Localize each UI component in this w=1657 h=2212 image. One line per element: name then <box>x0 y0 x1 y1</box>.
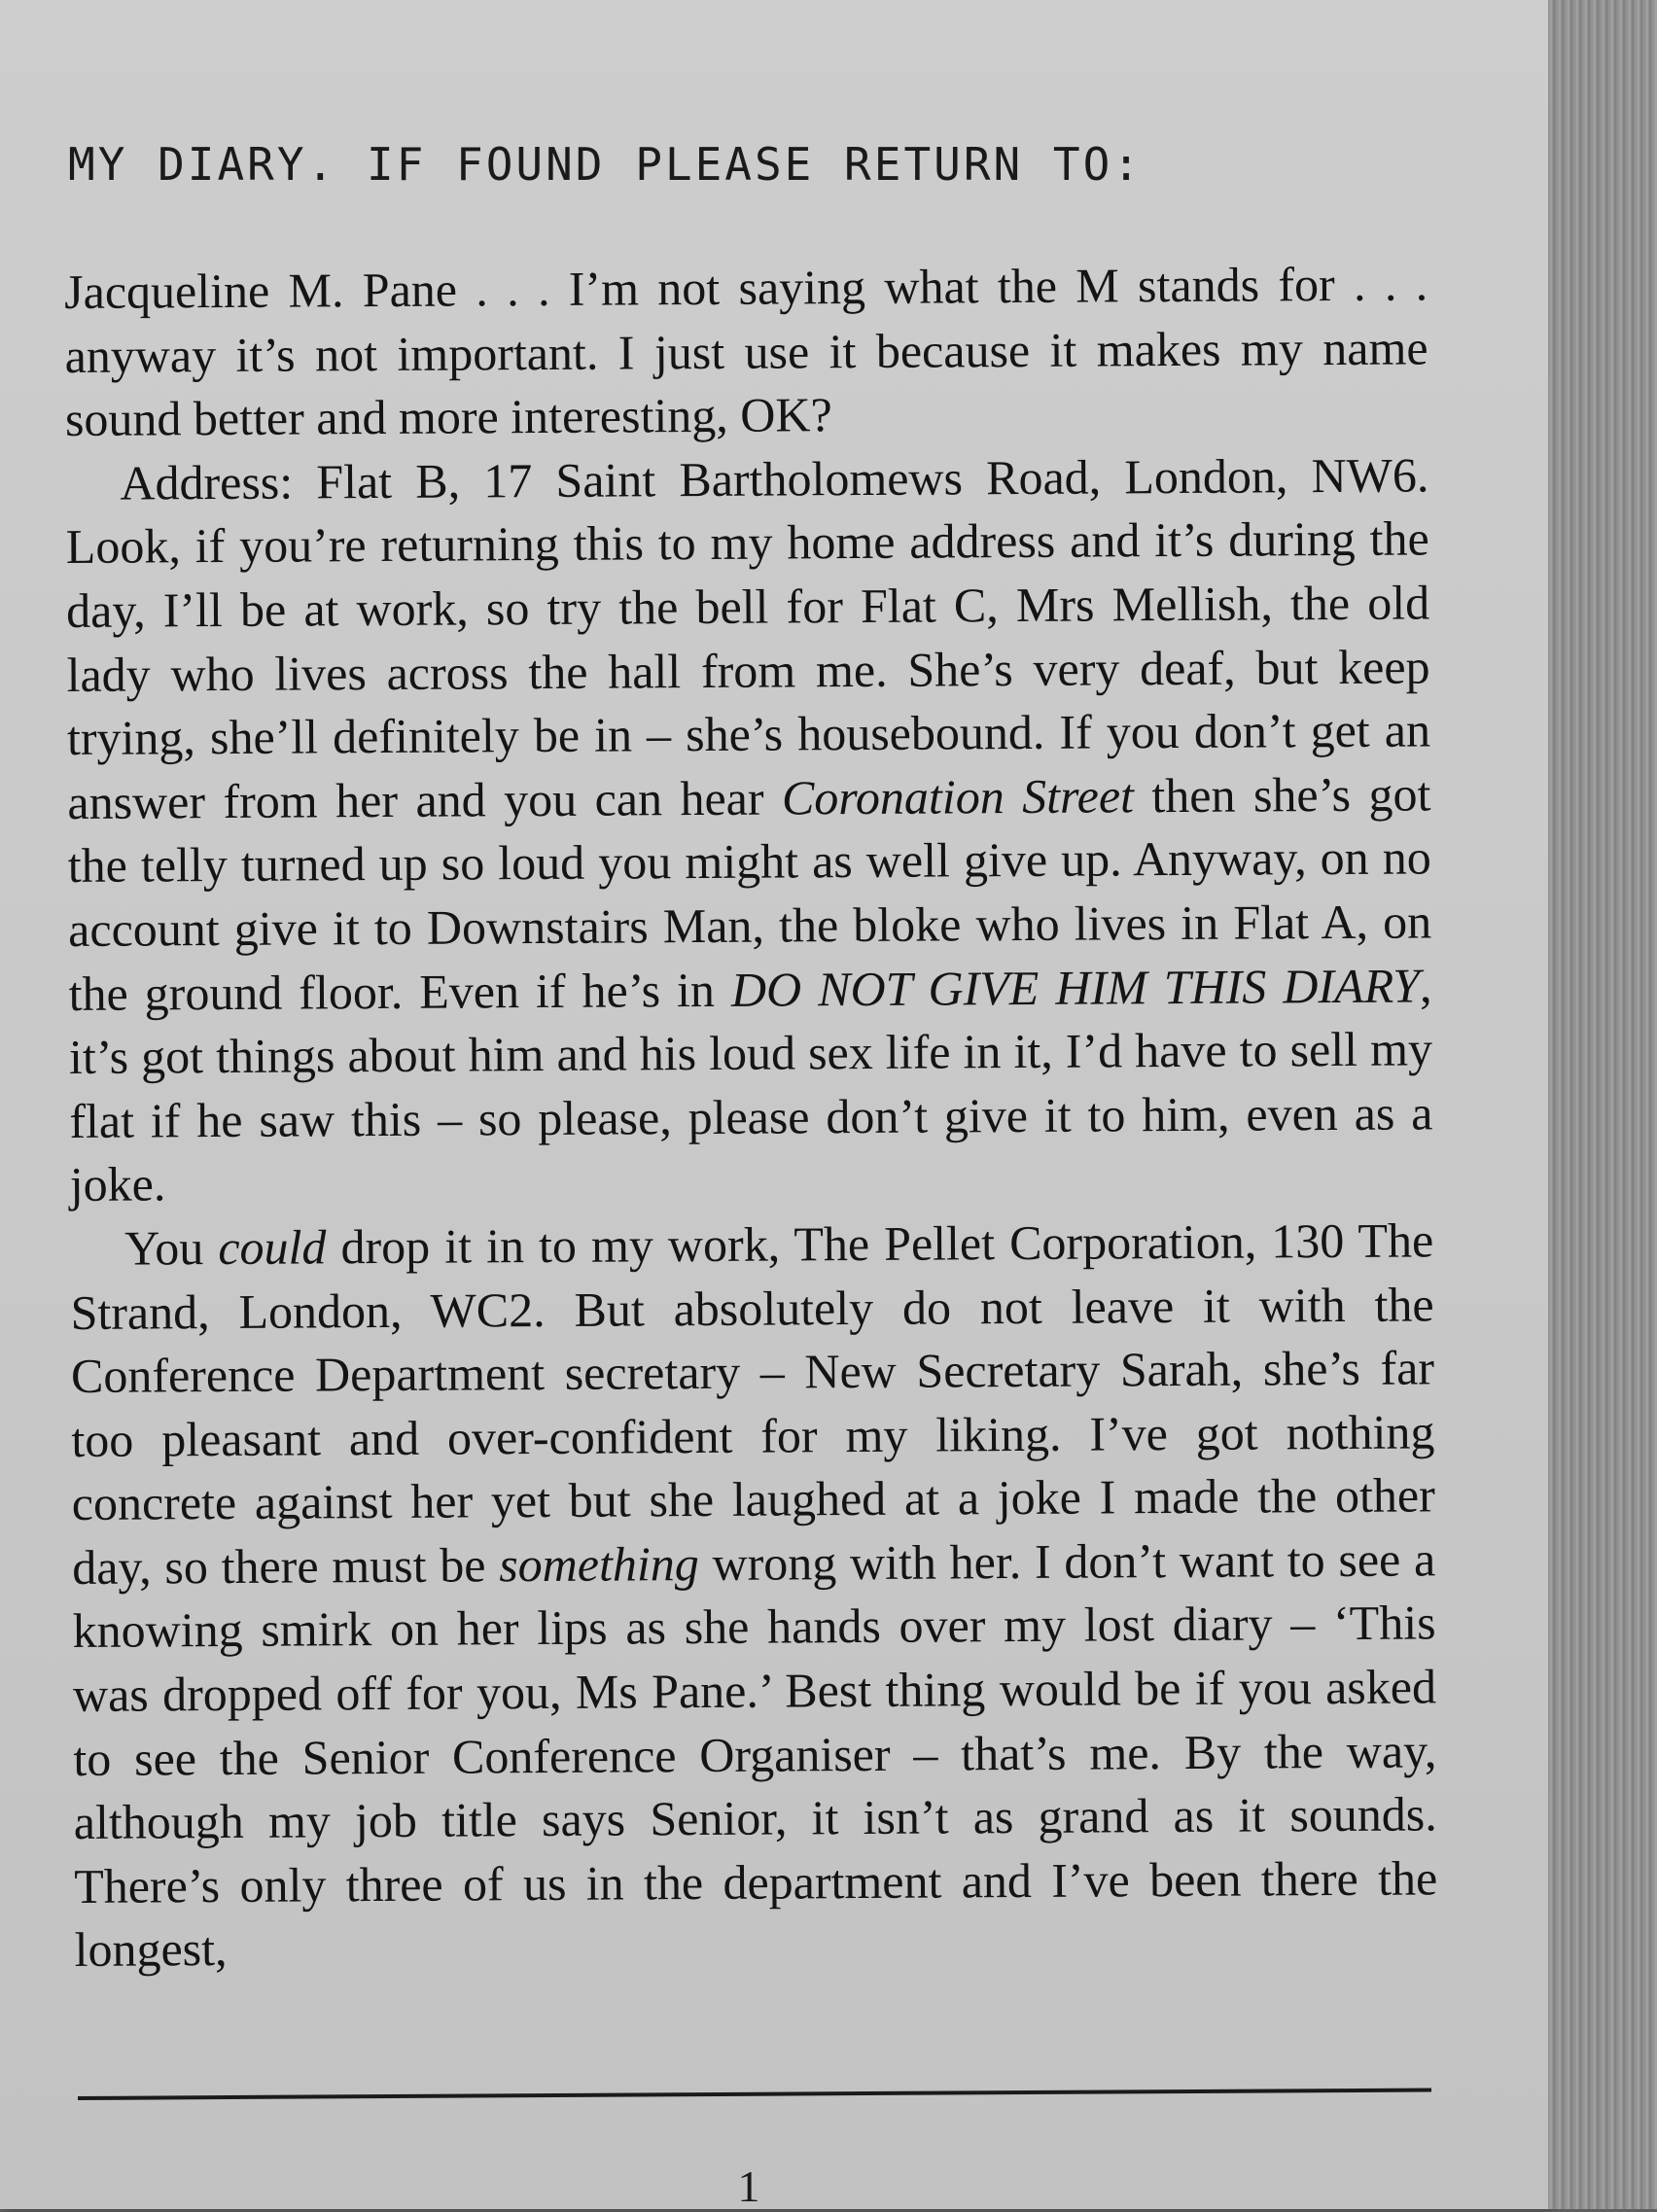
italic-something: something <box>499 1535 699 1593</box>
paragraph-2 <box>65 443 1433 1217</box>
diary-heading: MY DIARY. IF FOUND PLEASE RETURN TO: <box>68 138 1143 191</box>
body-text <box>64 252 1438 1983</box>
show-through-text <box>58 0 1517 253</box>
footer-rule <box>78 2088 1431 2100</box>
paragraph-3-text-c: wrong with her. I don’t want to see a knowing smirk on her lips as she hands over my lost diary – ‘This was dropped off for you, Ms Pane.’ Best thing would be if you asked to see the Senior Conference Organiser – that’s me. By the way, although my job title says Senior, it isn’t as grand as it sounds. There’s only three of us in the department and I’ve been there the longest, <box>72 1531 1438 1978</box>
paragraph-2-text-b: then she’s got the telly turned up so loud you might as well give up. Anyway, on no account give it to Downstairs Man, the bloke who lives in Flat A, on the ground floor. Even if he’s in <box>67 766 1432 1021</box>
paragraph-2-text-c: , it’s got things about him and his loud sex life in it, I’d have to sell my flat if he saw this – so please, please don’t give it to him, even as a joke. <box>68 957 1433 1212</box>
italic-coronation-street: Coronation Street <box>781 768 1135 825</box>
italic-could: could <box>218 1219 327 1275</box>
paragraph-1-text: Jacqueline M. Pane . . . I’m not saying what the M stands for . . . anyway it’s not important. I just use it because it makes my name sound better and more interesting, OK? <box>64 256 1428 447</box>
paragraph-3 <box>70 1209 1438 1983</box>
italic-do-not-give: DO NOT GIVE HIM THIS DIARY <box>730 958 1421 1017</box>
paragraph-3-text-a: You <box>124 1219 219 1276</box>
paragraph-3-text-b: drop it in to my work, The Pellet Corporation, 130 The Strand, London, WC2. But absolutely do not leave it with the Conference Department secretary – New Secretary Sarah, she’s far too pleasant and over-confident for my liking. I’ve got nothing concrete against her yet but she laughed at a joke I made the other day, so there must be <box>70 1212 1435 1595</box>
page-stack-edge <box>1548 0 1657 2209</box>
page-number: 1 <box>737 2161 760 2211</box>
paragraph-1 <box>64 252 1428 451</box>
paragraph-2-text-a: Address: Flat B, 17 Saint Bartholomews Road, London, NW6. Look, if you’re returning this to my home address and it’s during the day, I’ll be at work, so try the bell for Flat C, Mrs Mellish, the old lady who lives across the hall from me. She’s very deaf, but keep trying, she’ll definitely be in – she’s housebound. If you don’t get an answer from her and you can hear <box>65 447 1431 829</box>
